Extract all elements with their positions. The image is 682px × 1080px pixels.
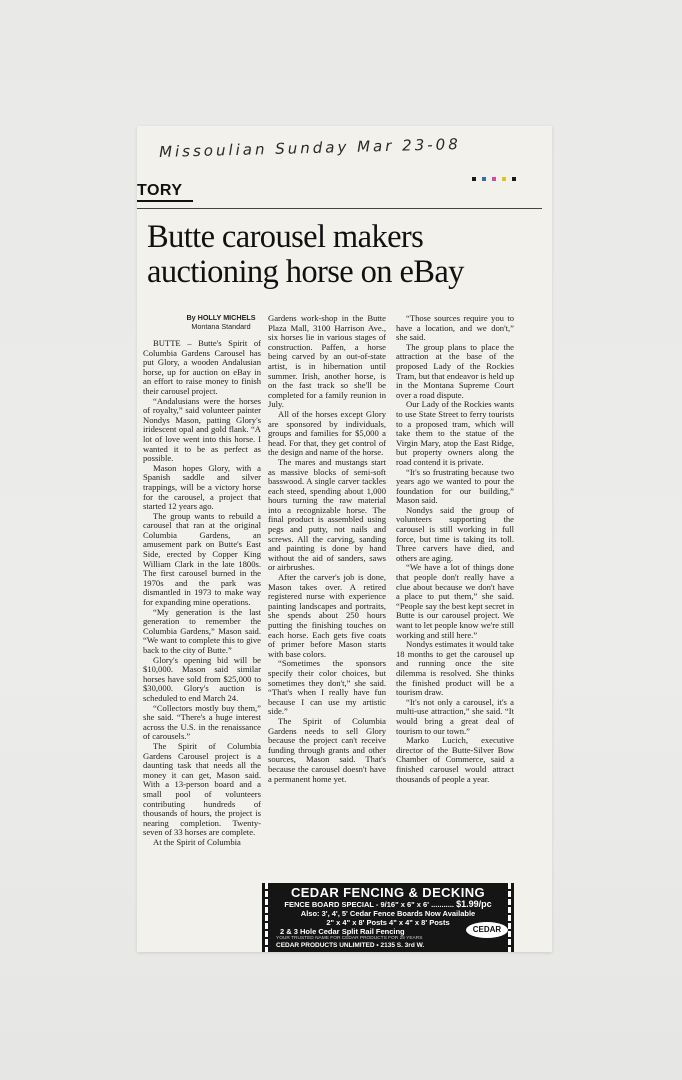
color-swatch-1 (472, 177, 476, 181)
byline (171, 313, 271, 331)
article-column-2 (268, 314, 386, 784)
fence-post-graphic-right (508, 883, 511, 952)
headline-line-1: Butte carousel makers (147, 219, 424, 255)
ad-rails: 2 & 3 Hole Cedar Split Rail Fencing (280, 927, 405, 936)
ad-address: CEDAR PRODUCTS UNLIMITED • 2135 S. 3rd W. (276, 942, 425, 949)
ad-special (262, 900, 514, 909)
article-column-1 (143, 339, 261, 847)
paragraph: BUTTE – Butte's Spirit of Columbia Gardens Carousel has put Glory, a wooden Andalusian horse, up for auction on eBay in an effort to raise money to finish their carousel project. (143, 338, 261, 396)
paragraph: All of the horses except Glory are sponsored by individuals, groups and families for $5,000 a head. For that, they get control of the design and name of the horse. (268, 408, 386, 458)
byline-author: By HOLLY MICHELS (186, 313, 256, 322)
paragraph: Marko Lucich, executive director of the Butte-Silver Bow Chamber of Commerce, said a finished carousel would attract thousands of people a year. (396, 735, 514, 784)
handwritten-date-note: Missoulian Sunday Mar 23-08 (158, 135, 461, 161)
printer-color-bar (472, 177, 516, 181)
article-column-3 (396, 314, 514, 784)
paragraph: The Spirit of Columbia Gardens Carousel project is a daunting task that needs all the money it can get, Mason said. With a 13-person board and a small pool of volunteers contributing hundreds of thousands of hours, the project is nearing completion. Twenty-seven of 33 horses are complete. (143, 740, 261, 838)
headline (147, 220, 542, 290)
paragraph: “Andalusians were the horses of royalty,” said volunteer painter Nondys Mason, patting Glory's iridescent opal and gold flank. “A lot of love went into this horse. I wanted it to be as perfect as possible. (143, 395, 261, 464)
paragraph: “Collectors mostly buy them,” she said. “There's a huge interest across the U.S. in the renaissance of carousels.” (143, 702, 261, 742)
byline-source: Montana Standard (191, 322, 251, 331)
paragraph: “Sometimes the sponsors specify their color choices, but sometimes they don't,” she said. “That's when I really have fun because I can use my artistic side.” (268, 658, 386, 717)
section-rule (137, 208, 542, 209)
paragraph: “We have a lot of things done that people don't really have a clue about because we don't have a place to put them,” she said. “People say the best kept secret in Butte is our carousel project. We want to let people know we're still working and still here.” (396, 562, 515, 640)
paragraph: The group wants to rebuild a carousel that ran at the original Columbia Gardens, an amusement park on Butte's East Side, erected by Copper King William Clark in the late 1800s. The first carousel burned in the 1970s and the park was dismantled in 1973 to make way for expanding mine operations. (143, 510, 261, 608)
paragraph: “It's so frustrating because two years ago we wanted to pour the foundation for our building,” Mason said. (396, 466, 514, 506)
paragraph: The Spirit of Columbia Gardens needs to sell Glory because the project can't receive funding through grants and other sources, Mason said. That's because the carousel doesn't have a permanent home yet. (268, 715, 386, 784)
paragraph: Gardens work-shop in the Butte Plaza Mall, 3100 Harrison Ave., six horses lie in various stages of construction. Paffen, a horse being carved by an out-of-state artist, is in hibernation until summer. Irish, another horse, is on the fast track so she'll be completed for a family reunion in July. (268, 313, 386, 410)
paragraph: The group plans to place the attraction at the base of the proposed Lady of the Rockies Tram, but that endeavor is held up in the Montana Supreme Court over a road dispute. (396, 341, 514, 400)
fence-post-graphic-left (265, 883, 268, 952)
ad-special-text: FENCE BOARD SPECIAL - 9/16" x 6" x 6' ........... (284, 900, 454, 909)
paragraph: Nondys said the group of volunteers supporting the carousel is still working in full force, but time is taking its toll. Three carvers have died, and others are aging. (396, 504, 514, 563)
paragraph: After the carver's job is done, Mason takes over. A retired registered nurse with experience painting landscapes and portraits, she spends about 250 hours putting the finishing touches on each horse. Each gets five coats of primer before Mason starts with base colors. (268, 572, 386, 659)
paragraph: Mason hopes Glory, with a Spanish saddle and silver trappings, will be a victory horse for the carousel, a project that started 12 years ago. (143, 462, 261, 512)
paragraph: The mares and mustangs start as massive blocks of semi-soft basswood. A single carver tackles each steed, spending about 1,000 hours turning the raw material into a recognizable horse. The final product is assembled using pegs and putty, not nails and screws. All the carving, sanding and painting is done by hand without the aid of sanders, saws or airbrushes. (268, 456, 386, 573)
newspaper-clipping (137, 126, 552, 952)
paragraph: “My generation is the last generation to remember the Columbia Gardens,” Mason said. “We want to complete this to give back to the city of Butte.” (143, 606, 261, 655)
color-swatch-2 (482, 177, 486, 181)
ad-also: Also: 3', 4', 5' Cedar Fence Boards Now Available (300, 909, 476, 918)
paragraph: “Those sources require you to have a location, and we don't,” she said. (396, 313, 514, 343)
cedar-logo: CEDAR (466, 922, 508, 938)
color-swatch-4 (502, 177, 506, 181)
paragraph: “It's not only a carousel, it's a multi-use attraction,” she said. “It would bring a great deal of tourism to our town.” (396, 696, 514, 736)
section-label: TORY (137, 182, 193, 202)
paragraph: At the Spirit of Columbia (153, 836, 241, 847)
paragraph: Our Lady of the Rockies wants to use State Street to ferry tourists to a proposed tram, which will take them to the statue of the Virgin Mary, atop the East Ridge, but property owners along the road contend it is private. (396, 399, 514, 467)
ad-tagline: YOUR TRUSTED NAME FOR CEDAR PRODUCTS FOR 25 YEARS (276, 936, 423, 941)
ad-title: CEDAR FENCING & DECKING (290, 885, 486, 900)
ad-posts: 2" x 4" x 8' Posts 4" x 4" x 8' Posts (326, 918, 450, 927)
paragraph: Glory's opening bid will be $10,000. Mason said similar horses have sold from $25,000 to $30,000. Glory's auction is scheduled to end March 24. (143, 654, 261, 703)
ad-price: $1.99/pc (456, 899, 492, 909)
paragraph: Nondys estimates it would take 18 months to get the carousel up and running once the site dilemma is resolved. She thinks the finished product will be a tourism draw. (396, 639, 514, 698)
color-swatch-5 (512, 177, 516, 181)
headline-line-2: auctioning horse on eBay (147, 254, 464, 290)
cedar-fencing-advertisement (262, 883, 514, 952)
color-swatch-3 (492, 177, 496, 181)
